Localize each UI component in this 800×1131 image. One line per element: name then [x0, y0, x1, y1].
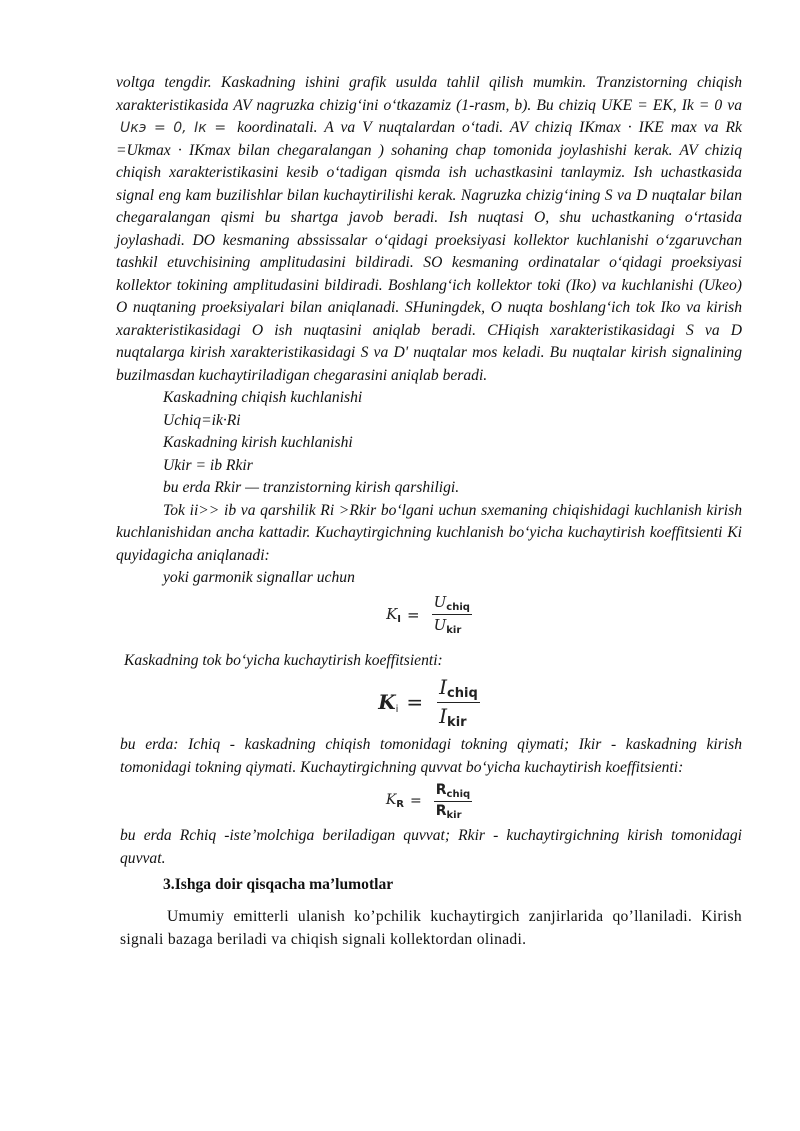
paragraph-part-2: koordinatali. A va V nuqtalardan o‘tadi. AV chiziq IKmax · IKE max va Rk =Ukmax · IKmax bilan chegaralangan ) sohaning chap tomonida joylashishi kerak. AV chiziq chiqish xarakteristikasini kesib o‘tadigan qismda ish uchastkasini tanlaymiz. Ish uchastkasida signal eng kam buzilishlar bilan kuchaytirilishi kerak. Nagruzka chizig‘ining S va D nuqtalar bilan chegaralangan qismi bu shartga javob beradi. Ish nuqtasi O, shu uchastkaning o‘rtasida joylashadi. DO kesmaning abssissalar o‘qidagi proeksiyasi kollektor kuchlanishi o‘zgaruvchan tashkil etuvchisining amplitudasini bildiradi. SO kesmaning ordinatalar o‘qidagi proeksiyasi kollektor tokining amplitudasini bildiradi. Boshlang‘ich kollektor toki (Iko) va kuchlanishi (Ukeo) O nuqtaning proeksiyalari bilan aniqlanadi. SHuningdek, O nuqta boshlang‘ich tok Iko va kirish xarakteristikasidagi O ish nuqtasini aniqlab beradi. CHiqish xarakteristikasidagi S va D nuqtalarga kirish xarakteristikasidagi S va D' nuqtalar mos keladi. Bu nuqtalar kirish signalining buzilmasdan kuchaytiriladigan chegarasini aniqlab beradi. — [116, 119, 742, 384]
paragraph-current-definitions-text: bu erda: Ichiq - kaskadning chiqish tomonidagi tokning qiymati; Ikir - kaskadning kirish tomonidagi tokning qiymati. Kuchaytirgichning quvvat bo‘yicha kuchaytirish koeffitsienti: — [120, 736, 742, 776]
paragraph-current-definitions — [116, 734, 742, 779]
paragraph-common-emitter — [116, 906, 742, 951]
line-input-resistance-note: bu erda Rkir — tranzistorning kirish qarshiligi. — [163, 479, 460, 496]
paragraph-power-definitions — [116, 825, 742, 870]
formula3-lhs: $K_R$ — [385, 792, 404, 810]
document-page — [116, 72, 742, 951]
line-harmonic-signals: yoki garmonik signallar uchun — [163, 569, 355, 586]
formula2-lhs: $K_i$ — [378, 689, 399, 715]
line-output-voltage-label: Kaskadning chiqish kuchlanishi — [163, 389, 363, 406]
paragraph-graphical-analysis — [116, 72, 742, 387]
power-gain-formula: $K_R$ = $\frac{R_{chiq}}{R_{kir}}$ — [385, 781, 471, 821]
line-output-voltage-formula: Uchiq=ik·Ri — [163, 411, 241, 429]
paragraph-power-definitions-text: bu erda Rchiq -iste’molchiga beriladigan quvvat; Rkir - kuchaytirgichning kirish tomonidagi quvvat. — [120, 827, 742, 867]
section-heading: 3.Ishga doir qisqacha ma’lumotlar — [163, 876, 394, 893]
paragraph-part-1: voltga tengdir. Kaskadning ishini grafik usulda tahlil qilish mumkin. Tranzistorning chiqish xarakteristikasida AV nagruzka chizig‘ini o‘tkazamiz (1-rasm, b). Bu chiziq UKE = EK, Ik = 0 va — [116, 74, 742, 114]
current-gain-formula: $K_i$ = $\frac{I_{chiq}}{I_{kir}}$ — [378, 674, 478, 730]
formula1-fraction: $\frac{U_{chiq}}{U_{kir}}$ — [433, 593, 470, 636]
formula2-fraction: $\frac{I_{chiq}}{I_{kir}}$ — [439, 674, 478, 730]
voltage-gain-formula: $K_I$ = $\frac{U_{chiq}}{U_{kir}}$ — [386, 593, 470, 636]
formula1-lhs: $K_I$ — [386, 604, 402, 625]
inline-formula-image: Uкэ = 0, Iк = — [120, 120, 227, 136]
line-input-voltage-label: Kaskadning kirish kuchlanishi — [163, 434, 353, 451]
formula3-fraction: $\frac{R_{chiq}}{R_{kir}}$ — [435, 781, 471, 821]
paragraph-voltage-gain — [116, 500, 742, 568]
paragraph-common-emitter-text: Umumiy emitterli ulanish ko’pchilik kuchaytirgich zanjirlarida qo’llaniladi. Kirish signali bazaga beriladi va chiqish signali kollektordan olinadi. — [120, 908, 742, 948]
current-gain-title: Kaskadning tok bo‘yicha kuchaytirish koeffitsienti: — [124, 651, 443, 669]
paragraph-voltage-gain-text: Tok ii>> ib va qarshilik Ri >Rkir bo‘lgani uchun sxemaning chiqishidagi kuchlanish kirish kuchlanishidan ancha kattadir. Kuchaytirgichning kuchlanish bo‘yicha kuchaytirish koeffitsienti Ki quyidagicha aniqlanadi: — [116, 501, 742, 564]
line-input-voltage-formula: Ukir = ib Rkir — [163, 456, 253, 474]
